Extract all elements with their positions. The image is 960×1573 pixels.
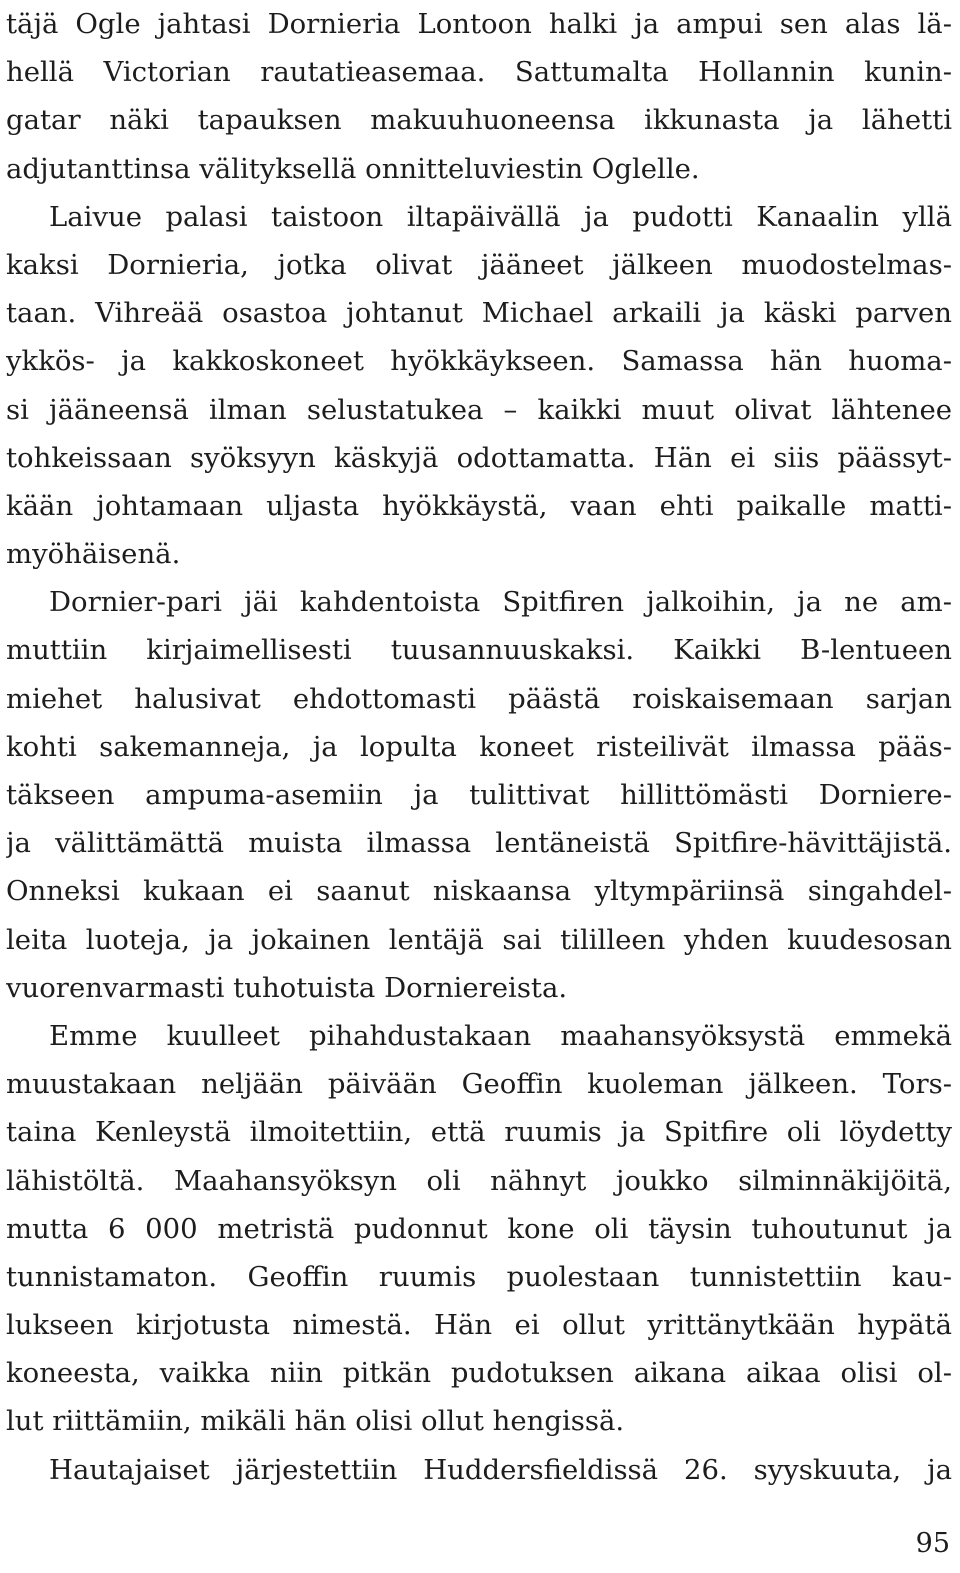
text-line: miehet halusivat ehdottomasti päästä roiskaisemaan sarjan [6,682,952,715]
text-line: muustakaan neljään päivään Geoffin kuoleman jälkeen. Tors- [6,1068,952,1101]
text-line: leita luoteja, ja jokainen lentäjä sai tililleen yhden kuudesosan [6,923,952,956]
text-line: Laivue palasi taistoon iltapäivällä ja pudotti Kanaalin yllä [49,200,952,233]
text-line: taina Kenleystä ilmoitettiin, että ruumis ja Spitfire oli löydetty [6,1116,952,1149]
text-line: hellä Victorian rautatieasemaa. Sattumalta Hollannin kunin- [6,56,952,89]
text-line: täkseen ampuma-asemiin ja tulittivat hillittömästi Dorniere- [6,779,952,811]
text-line: myöhäisenä. [6,538,181,571]
text-line: lut riittämiin, mikäli hän olisi ollut hengissä. [6,1405,625,1438]
text-line: adjutanttinsa välityksellä onnitteluviestin Oglelle. [6,152,700,185]
paragraph-2 [6,193,952,579]
text-line: tohkeissaan syöksyyn käskyjä odottamatta. Hän ei siis päässyt- [6,441,952,474]
text-line: mutta 6 000 metristä pudonnut kone oli täysin tuhoutunut ja [6,1212,952,1245]
text-line: Onneksi kukaan ei saanut niskaansa yltympäriinsä singahdel- [6,875,952,908]
page-number: 95 [915,1528,950,1559]
paragraph-1 [6,0,952,193]
paragraph-3 [6,578,952,1012]
text-line: tunnistamaton. Geoffin ruumis puolestaan tunnistettiin kau- [6,1260,952,1293]
text-line: kaksi Dornieria, jotka olivat jääneet jälkeen muodostelmas- [6,248,952,281]
text-line: ja välittämättä muista ilmassa lentäneistä Spitfire-hävittäjistä. [6,827,952,860]
text-line: Emme kuulleet pihahdustakaan maahansyöksystä emmekä [49,1019,952,1052]
text-line: kään johtamaan uljasta hyökkäystä, vaan ehti paikalle matti- [6,489,952,522]
text-line: muttiin kirjaimellisesti tuusannuuskaksi. Kaikki B-lentueen [6,634,952,667]
text-line: gatar näki tapauksen makuuhuoneensa ikkunasta ja lähetti [6,104,952,137]
text-line: lukseen kirjotusta nimestä. Hän ei ollut yrittänytkään hypätä [6,1309,952,1342]
text-line: lähistöltä. Maahansyöksyn oli nähnyt joukko silminnäkijöitä, [6,1164,952,1197]
text-line: täjä Ogle jahtasi Dornieria Lontoon halki ja ampui sen alas lä- [6,8,952,40]
text-line: Hautajaiset järjestettiin Huddersfieldissä 26. syyskuuta, ja [49,1453,952,1486]
text-line: ykkös- ja kakkoskoneet hyökkäykseen. Samassa hän huoma- [6,345,952,378]
text-line: vuorenvarmasti tuhotuista Dorniereista. [6,971,568,1004]
page-body [6,0,952,1494]
text-line: si jääneensä ilman selustatukea – kaikki muut olivat lähtenee [6,393,952,426]
text-line: Dornier-pari jäi kahdentoista Spitfiren jalkoihin, ja ne am- [49,586,952,619]
text-line: kohti sakemanneja, ja lopulta koneet risteilivät ilmassa pääs- [6,730,952,763]
text-line: taan. Vihreää osastoa johtanut Michael arkaili ja käski parven [6,297,952,330]
paragraph-4 [6,1012,952,1446]
text-line: koneesta, vaikka niin pitkän pudotuksen aikana aikaa olisi ol- [6,1357,952,1390]
paragraph-5 [6,1446,952,1494]
